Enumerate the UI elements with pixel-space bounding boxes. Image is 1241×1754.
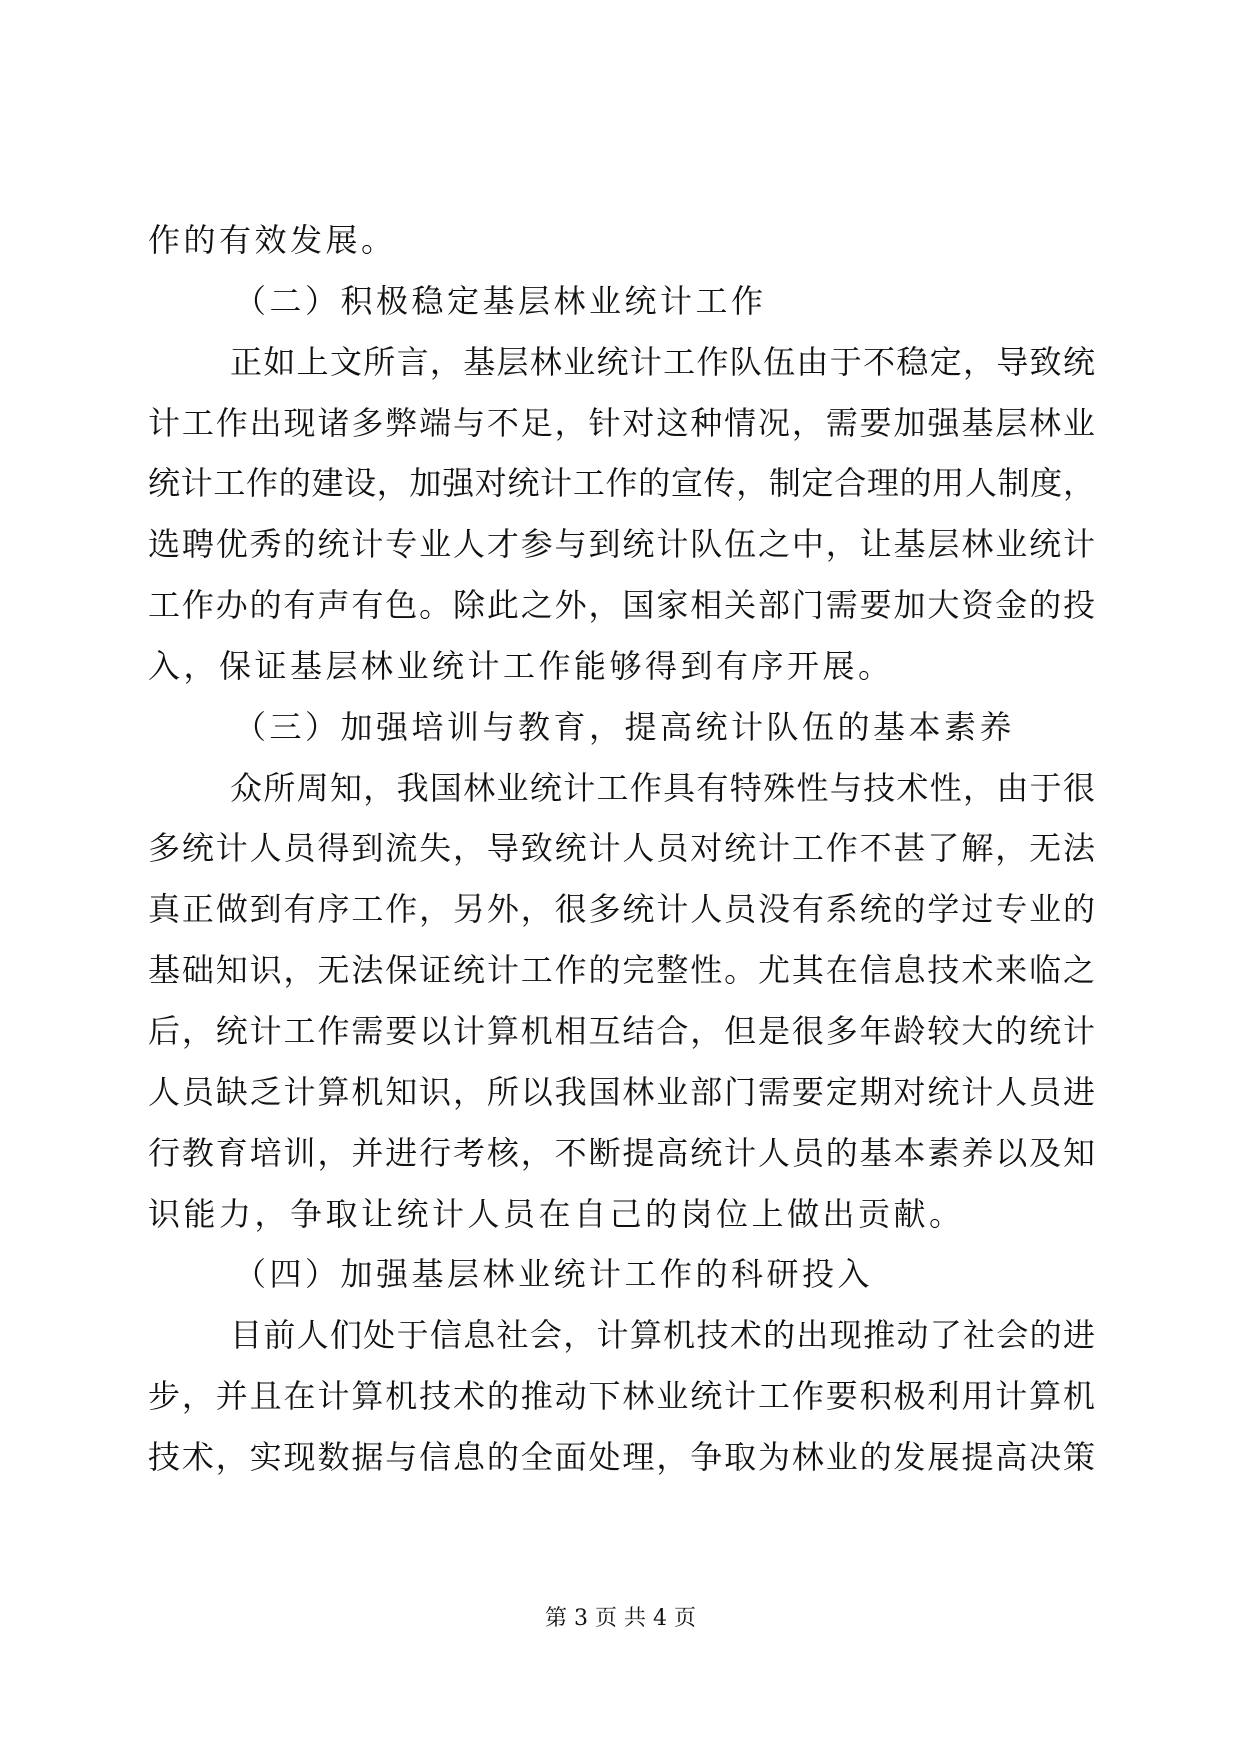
paragraph-line: 众所周知，我国林业统计工作具有特殊性与技术性，由于很 — [230, 768, 1095, 807]
section-heading-4: （四）加强基层林业统计工作的科研投入 — [234, 1255, 874, 1294]
paragraph-line: 后，统计工作需要以计算机相互结合，但是很多年龄较大的统计 — [148, 1011, 1095, 1050]
paragraph-line: 多统计人员得到流失，导致统计人员对统计工作不甚了解，无法 — [148, 829, 1095, 868]
paragraph-line: 步，并且在计算机技术的推动下林业统计工作要积极利用计算机 — [148, 1377, 1095, 1416]
paragraph-line: 计工作出现诸多弊端与不足，针对这种情况，需要加强基层林业 — [148, 403, 1095, 442]
paragraph-line: 技术，实现数据与信息的全面处理，争取为林业的发展提高决策 — [148, 1437, 1095, 1476]
paragraph-line: 入，保证基层林业统计工作能够得到有序开展。 — [148, 646, 894, 685]
page-number-footer: 第 3 页 共 4 页 — [545, 1606, 696, 1631]
document-body — [148, 212, 1095, 1490]
paragraph-line: 工作办的有声有色。除此之外，国家相关部门需要加大资金的投 — [148, 586, 1095, 625]
paragraph-line: 正如上文所言，基层林业统计工作队伍由于不稳定，导致统 — [230, 342, 1095, 381]
paragraph-line: 目前人们处于信息社会，计算机技术的出现推动了社会的进 — [230, 1316, 1095, 1355]
paragraph-line: 作的有效发展。 — [148, 221, 397, 259]
paragraph-line: 人员缺乏计算机知识，所以我国林业部门需要定期对统计人员进 — [148, 1072, 1095, 1111]
paragraph-line: 基础知识，无法保证统计工作的完整性。尤其在信息技术来临之 — [148, 951, 1095, 990]
paragraph-line: 识能力，争取让统计人员在自己的岗位上做出贡献。 — [148, 1194, 965, 1233]
paragraph-line: 行教育培训，并进行考核，不断提高统计人员的基本素养以及知 — [148, 1133, 1095, 1172]
paragraph-line: 统计工作的建设，加强对统计工作的宣传，制定合理的用人制度， — [148, 464, 1095, 503]
section-heading-2: （二）积极稳定基层林业统计工作 — [234, 281, 767, 320]
section-heading-3: （三）加强培训与教育，提高统计队伍的基本素养 — [234, 707, 1016, 746]
paragraph-line: 真正做到有序工作，另外，很多统计人员没有系统的学过专业的 — [148, 890, 1095, 929]
paragraph-line: 选聘优秀的统计专业人才参与到统计队伍之中，让基层林业统计 — [148, 525, 1095, 564]
